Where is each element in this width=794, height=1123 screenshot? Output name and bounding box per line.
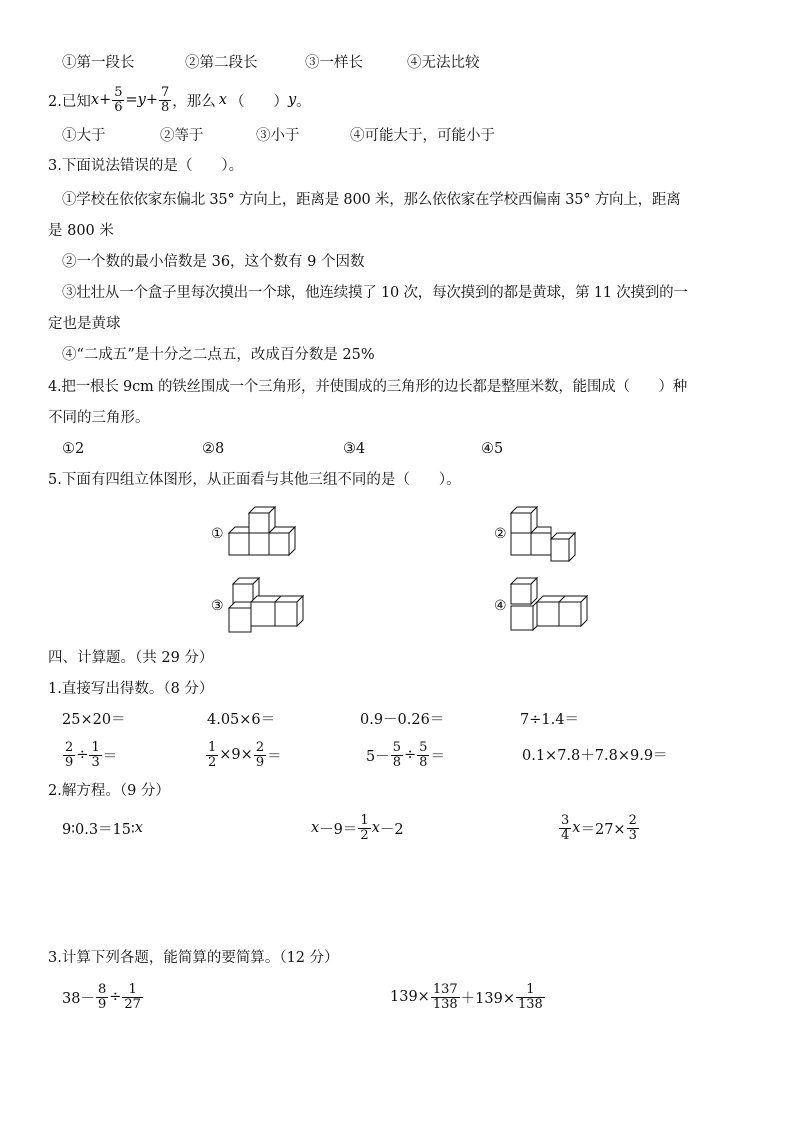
q4-stem-line1: 4.把一根长 9cm 的铁丝围成一个三角形，并使围成的三角形的边长都是整厘米数，能围成（ ）种 [48, 379, 688, 395]
q5-figure-2-cubes [507, 505, 587, 560]
fraction: $\frac{137}{138}$ [432, 981, 458, 1012]
fraction: $\frac{3}{4}$ [561, 812, 570, 843]
calc-part-2-title: 2.解方程。（9 分） [48, 783, 170, 799]
q5-figure-1-label: ① [211, 526, 224, 542]
q5-figure-3-cubes [225, 576, 307, 636]
q4-option-3: ③4 [343, 441, 366, 457]
fraction: $\frac{5}{8}$ [419, 739, 428, 770]
fraction: $\frac{1}{3}$ [91, 739, 100, 770]
q5-figure-2-label: ② [494, 526, 507, 542]
q2-stem [48, 84, 311, 116]
q4-stem-line2: 不同的三角形。 [48, 410, 150, 426]
fraction: $\frac{8}{9}$ [97, 981, 107, 1012]
q1-option-4: ④无法比较 [407, 55, 480, 71]
q5-stem: 5.下面有四组立体图形，从正面看与其他三组不同的是（ ）。 [48, 472, 461, 488]
calc-1-item-3: 0.9－0.26＝ [360, 712, 445, 728]
q2-equals: = [125, 92, 138, 108]
q2-fraction-1: $\frac{5}{6}$ [114, 84, 123, 115]
q3-option-2: ②一个数的最小倍数是 36，这个数有 9 个因数 [62, 254, 365, 270]
fraction: $\frac{2}{9}$ [65, 739, 74, 770]
q2-fraction-2: $\frac{7}{8}$ [160, 84, 170, 115]
q2-plus-2: + [145, 92, 158, 108]
calc-1-item-1: 25×20＝ [62, 712, 126, 728]
q2-end: 。 [296, 93, 311, 110]
q3-option-1-line2: 是 800 米 [48, 223, 114, 239]
q2-mid: ，那么 [172, 93, 216, 110]
calc-1-item-8: 0.1×7.8＋7.8×9.9＝ [522, 748, 668, 764]
simplify-problem-2: 139× $\frac{137}{138}$ ＋139× $\frac{1}{138}$ [390, 981, 543, 1012]
q4-option-4: ④5 [481, 441, 504, 457]
q2-answer-blank: （ ） [229, 93, 288, 110]
calc-part-1-title: 1.直接写出得数。（8 分） [48, 681, 214, 697]
calc-1-item-4: 7÷1.4＝ [520, 712, 579, 728]
q3-option-4: ④“二成五”是十分之二点五，改成百分数是 25% [62, 347, 375, 363]
q5-figure-4-cubes [507, 576, 587, 636]
section-4-title: 四、计算题。（共 29 分） [48, 650, 214, 666]
q3-option-3-line1: ③壮壮从一个盒子里每次摸出一个球，他连续摸了 10 次，每次摸到的都是黄球，第 11 次摸到的一 [62, 285, 688, 301]
calc-1-item-2: 4.05×6＝ [207, 712, 276, 728]
q3-option-3-line2: 定也是黄球 [48, 316, 121, 332]
fraction: $\frac{1}{2}$ [360, 812, 369, 843]
q2-x: x [90, 92, 100, 108]
q4-option-2: ②8 [202, 441, 225, 457]
q2-x2: x [218, 92, 227, 108]
fraction: $\frac{1}{138}$ [517, 981, 543, 1012]
q2-plus: + [99, 92, 112, 108]
q5-figure-1-cubes [225, 505, 305, 560]
calc-part-3-title: 3.计算下列各题，能简算的要简算。（12 分） [48, 950, 339, 966]
fraction: $\frac{2}{9}$ [255, 739, 265, 770]
fraction: $\frac{1}{2}$ [208, 739, 217, 770]
fraction: $\frac{5}{8}$ [392, 739, 402, 770]
q2-option-2: ②等于 [160, 128, 204, 144]
calc-1-item-6: $\frac{1}{2}$ ×9× $\frac{2}{9}$ ＝ [208, 739, 282, 770]
q2-option-3: ③小于 [256, 128, 300, 144]
simplify-problem-1: 38－ $\frac{8}{9}$ ÷ $\frac{1}{27}$ [62, 981, 141, 1012]
q3-stem: 3.下面说法错误的是（ ）。 [48, 158, 244, 174]
calc-1-item-7: 5－ $\frac{5}{8}$ ÷ $\frac{5}{8}$ ＝ [366, 739, 445, 770]
fraction: $\frac{1}{27}$ [124, 981, 141, 1012]
q1-option-2: ②第二段长 [185, 55, 258, 71]
q1-option-3: ③一样长 [305, 55, 363, 71]
equation-2: x －9＝ $\frac{1}{2}$ x －2 [311, 812, 404, 843]
q1-option-1: ①第一段长 [62, 55, 135, 71]
q2-y: y [137, 92, 146, 108]
q3-option-1-line1: ①学校在依依家东偏北 35° 方向上，距离是 800 米，那么依依家在学校西偏南 35° 方向上，距离 [62, 192, 681, 208]
q2-option-1: ①大于 [62, 128, 106, 144]
calc-1-item-5: $\frac{2}{9}$ ÷ $\frac{1}{3}$ ＝ [65, 739, 118, 770]
q5-figure-3-label: ③ [211, 598, 224, 614]
q2-y2: y [287, 92, 297, 108]
equation-1: 9∶0.3＝15∶ x [62, 820, 143, 838]
q4-option-1: ①2 [62, 441, 85, 457]
q2-prefix: 2.已知 [48, 93, 91, 110]
q2-option-4: ④可能大于，可能小于 [350, 128, 495, 144]
q5-figure-4-label: ④ [494, 598, 507, 614]
equation-3: $\frac{3}{4}$ x ＝27× $\frac{2}{3}$ [561, 812, 637, 843]
fraction: $\frac{2}{3}$ [628, 812, 637, 843]
